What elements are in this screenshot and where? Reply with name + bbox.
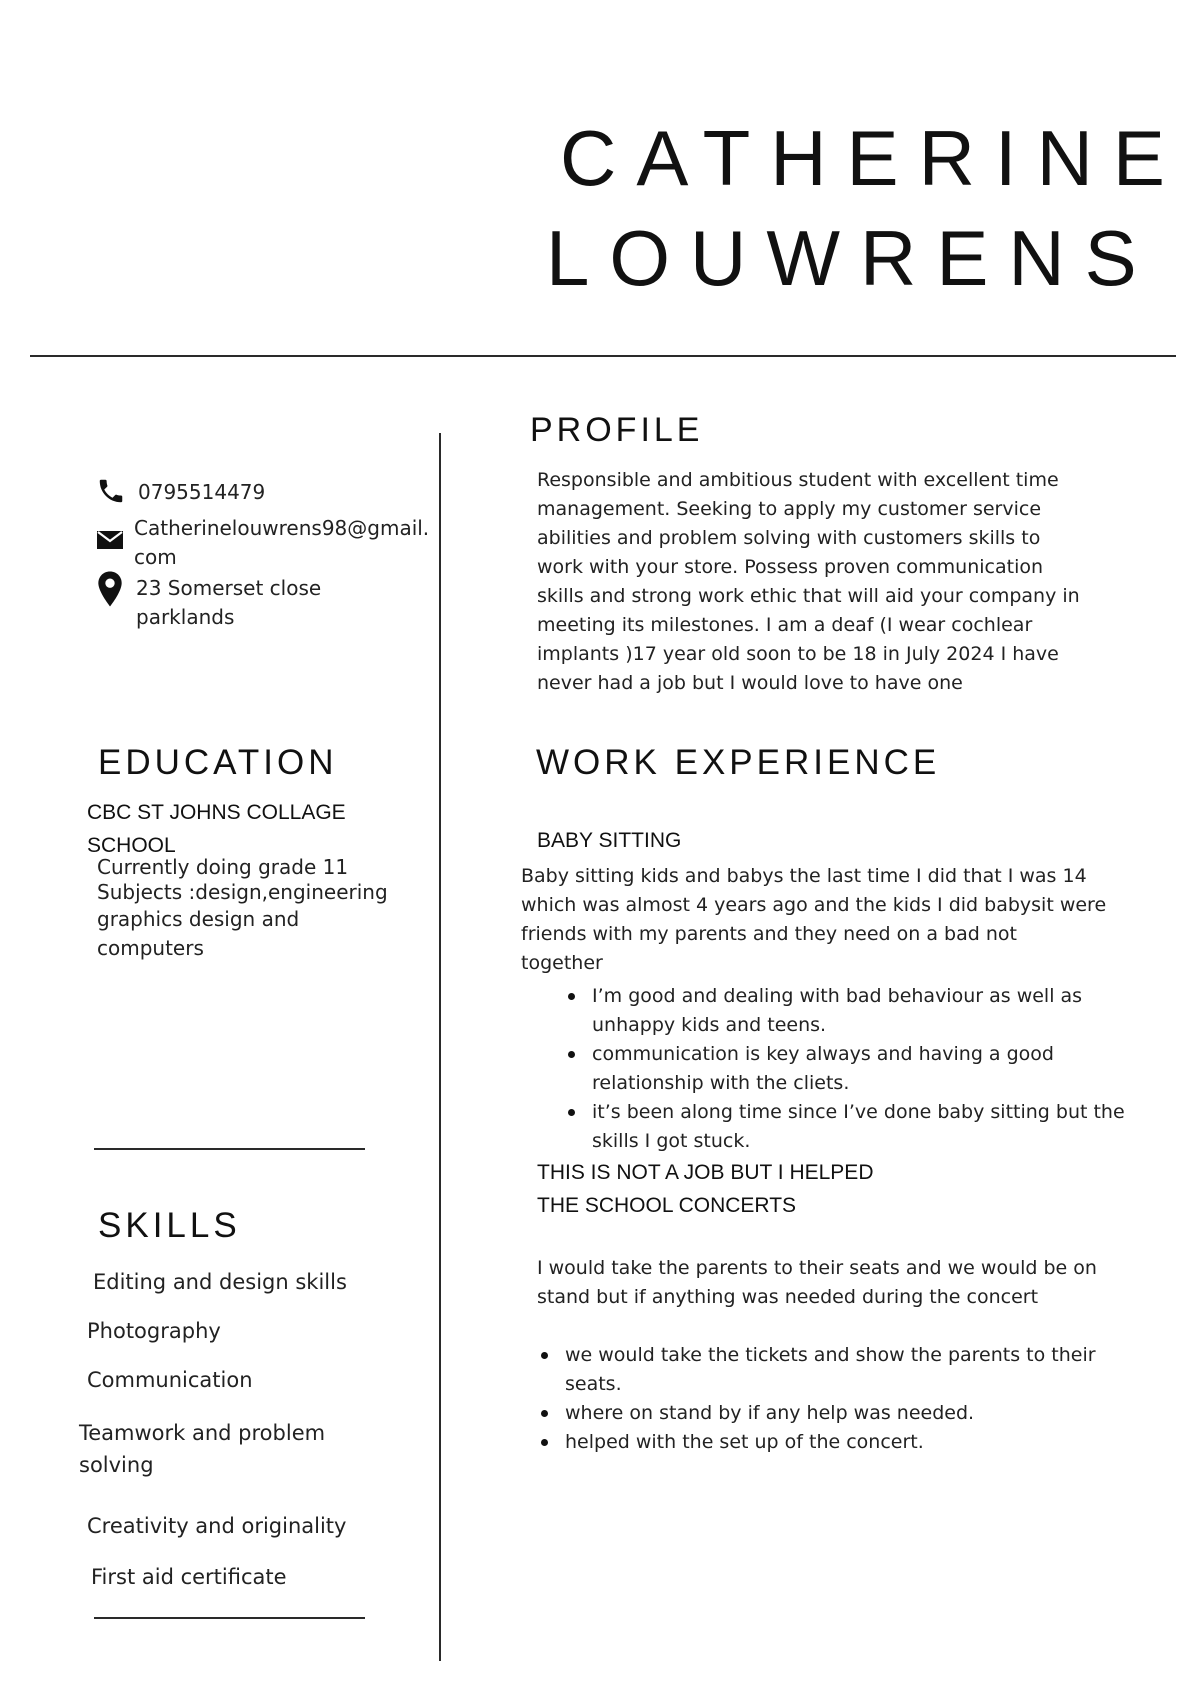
job-title-line: THIS IS NOT A JOB BUT I HELPED <box>537 1161 874 1184</box>
education-line: Currently doing grade 11 <box>97 855 349 879</box>
phone-icon <box>96 476 126 506</box>
school-name <box>87 796 346 862</box>
candidate-name <box>546 108 1185 308</box>
skill-item: Creativity and originality <box>87 1514 347 1538</box>
job-description-line: I would take the parents to their seats and we would be on <box>537 1257 1097 1279</box>
job-description-line: stand but if anything was needed during the concert <box>537 1286 1039 1308</box>
address <box>136 574 321 632</box>
last-name: LOUWRENS <box>546 214 1157 302</box>
job-description-line: Baby sitting kids and babys the last time I did that I was 14 <box>521 865 1087 887</box>
job-title <box>537 1156 873 1222</box>
skill-item: Teamwork and problem <box>79 1421 326 1445</box>
job-bullet <box>565 1399 1096 1428</box>
education-line: graphics design and <box>97 907 300 931</box>
skill-item: Communication <box>87 1368 253 1392</box>
skills-divider <box>94 1617 365 1619</box>
bullet-line: communication is key always and having a good <box>592 1043 1054 1065</box>
column-divider <box>439 433 441 1661</box>
profile-line: implants )17 year old soon to be 18 in July 2024 I have <box>537 643 1059 665</box>
job-title-line: THE SCHOOL CONCERTS <box>537 1194 797 1217</box>
school-name-line-2: SCHOOL <box>87 834 176 857</box>
skill-item: First aid certificate <box>91 1565 287 1589</box>
email-line-1: Catherinelouwrens98@gmail. <box>134 516 430 540</box>
education-heading: EDUCATION <box>98 743 338 782</box>
job-description-line: together <box>521 952 603 974</box>
bullet-line: seats. <box>565 1373 622 1395</box>
email-line-2: com <box>134 545 177 569</box>
header-divider <box>30 355 1176 357</box>
profile-line: Responsible and ambitious student with excellent time <box>537 469 1059 491</box>
school-name-line-1: CBC ST JOHNS COLLAGE <box>87 801 346 824</box>
address-line-2: parklands <box>136 605 235 629</box>
job-bullet <box>592 1040 1125 1098</box>
address-line-1: 23 Somerset close <box>136 576 322 600</box>
bullet-line: helped with the set up of the concert. <box>565 1431 924 1453</box>
job-description-line: which was almost 4 years ago and the kids I did babysit were <box>521 894 1107 916</box>
profile-line: abilities and problem solving with customers skills to <box>537 527 1041 549</box>
profile-text <box>537 466 1080 698</box>
mail-icon <box>96 528 124 552</box>
bullet-line: we would take the tickets and show the parents to their <box>565 1344 1096 1366</box>
first-name: CATHERINE <box>560 114 1185 202</box>
job-description-line: friends with my parents and they need on a bad not <box>521 923 1017 945</box>
job-title: BABY SITTING <box>537 829 682 852</box>
job-bullet <box>565 1341 1096 1399</box>
bullet-line: I’m good and dealing with bad behaviour as well as <box>592 985 1083 1007</box>
education-divider <box>94 1148 365 1150</box>
location-pin-icon <box>96 570 124 608</box>
bullet-line: skills I got stuck. <box>592 1130 751 1152</box>
job-bullet <box>565 1428 1096 1457</box>
profile-line: management. Seeking to apply my customer service <box>537 498 1042 520</box>
job-description <box>521 862 1106 978</box>
profile-line: never had a job but I would love to have one <box>537 672 963 694</box>
skill-item: Editing and design skills <box>93 1270 347 1294</box>
bullet-line: it’s been along time since I’ve done baby sitting but the <box>592 1101 1125 1123</box>
profile-line: meeting its milestones. I am a deaf (I wear cochlear <box>537 614 1033 636</box>
job-description <box>537 1254 1097 1312</box>
contact-phone <box>96 478 265 507</box>
profile-line: skills and strong work ethic that will aid your company in <box>537 585 1080 607</box>
skill-item: solving <box>79 1453 154 1477</box>
job-bullet-list <box>565 1341 1096 1457</box>
work-experience-heading: WORK EXPERIENCE <box>536 743 941 782</box>
job-bullet <box>592 982 1125 1040</box>
education-line: computers <box>97 936 204 960</box>
bullet-line: unhappy kids and teens. <box>592 1014 827 1036</box>
contact-address <box>96 574 321 632</box>
job-bullet <box>592 1098 1125 1156</box>
contact-email <box>96 514 429 572</box>
phone-number: 0795514479 <box>138 480 266 504</box>
education-details <box>97 855 388 963</box>
education-line: Subjects :design,engineering <box>97 880 388 904</box>
email-address <box>134 514 429 572</box>
profile-heading: PROFILE <box>530 411 704 449</box>
skills-heading: SKILLS <box>98 1206 241 1245</box>
bullet-line: relationship with the cliets. <box>592 1072 850 1094</box>
skill-item: Photography <box>87 1319 221 1343</box>
profile-line: work with your store. Possess proven communication <box>537 556 1044 578</box>
job-bullet-list <box>592 982 1125 1156</box>
bullet-line: where on stand by if any help was needed. <box>565 1402 975 1424</box>
